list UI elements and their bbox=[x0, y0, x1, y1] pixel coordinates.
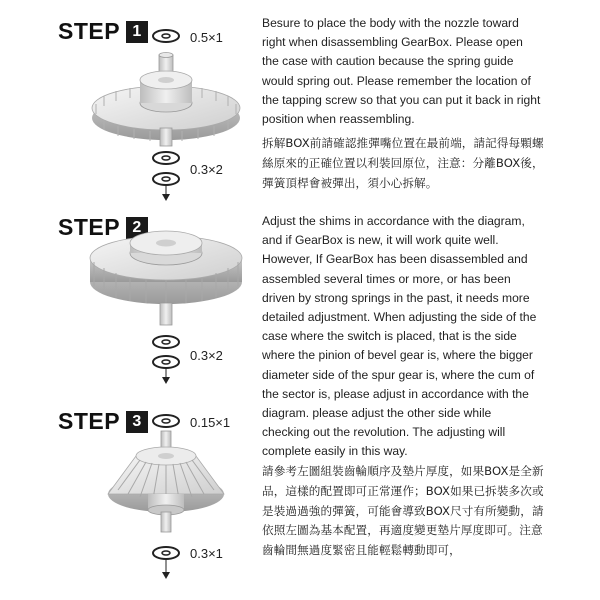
step-2-number-badge: 2 bbox=[126, 217, 148, 239]
bevel-gear-icon bbox=[108, 447, 224, 515]
gear-assembly-illustration bbox=[0, 0, 255, 600]
step-2-shim-label: 0.3×2 bbox=[190, 348, 223, 363]
step-1-instructions-en: Besure to place the body with the nozzle toward right when disassembling GearBox. Please open the case with caution because the spring guide would spring out. Please remember the location of the tapping screw so that you can put it back in right position when reassembling. bbox=[262, 16, 541, 127]
step-2-title: STEP bbox=[58, 214, 121, 240]
step-2-illustration bbox=[90, 231, 242, 384]
step-3-shim-label-bottom: 0.3×1 bbox=[190, 546, 223, 561]
arrow-down-icon bbox=[162, 186, 170, 201]
shim-washer-icon bbox=[153, 173, 179, 185]
spur-gear-icon bbox=[90, 231, 242, 304]
shim-washer-icon bbox=[153, 30, 179, 42]
step-3-title: STEP bbox=[58, 408, 121, 434]
step-3-illustration bbox=[108, 415, 224, 579]
shim-washer-icon bbox=[153, 547, 179, 559]
step-1-shim-label-top: 0.5×1 bbox=[190, 30, 223, 45]
step-1-instructions-zh: 拆解BOX前請確認推彈嘴位置在最前端，請記得每顆螺絲原來的正確位置以利裝回原位，注意：分離BOX後，彈簧頂桿會被彈出，須小心拆解。 bbox=[262, 136, 544, 190]
step-1-shim-label-bottom: 0.3×2 bbox=[190, 162, 223, 177]
step-1-title: STEP bbox=[58, 18, 121, 44]
step-3-number-badge: 3 bbox=[126, 411, 148, 433]
step-1-illustration bbox=[92, 30, 240, 201]
step-2-instructions-zh: 請參考左圖組裝齒輪順序及墊片厚度，如果BOX是全新品，這樣的配置即可正常運作；BOX如果已拆裝多次或是裝過過強的彈簧，可能會導致BOX尺寸有所變動，請依照左圖為基本配置，再適度變更墊片厚度即可。注意齒輪間無過度緊密且能輕鬆轉動即可， bbox=[262, 464, 544, 558]
arrow-down-icon bbox=[162, 560, 170, 579]
step-1-number-badge: 1 bbox=[126, 21, 148, 43]
shim-washer-icon bbox=[153, 152, 179, 164]
step-3-shim-label-top: 0.15×1 bbox=[190, 415, 231, 430]
step-2-instructions-en: Adjust the shims in accordance with the diagram, and if GearBox is new, it will work quite well. However, If GearBox has been disassembled and assembled several times or more, or has been driven by strong springs in the past, it needs more detailed adjustment. When adjusting the side of the case where the switch is placed, that is the side where the pinion of bevel gear is, where the bigger diameter side of the spur gear is, where the cum of the sector is, please adjust in accordance with the diagram. please adjust the other side while checking out the revolution. The adjusting will complete easily in this way. bbox=[262, 214, 537, 459]
arrow-down-icon bbox=[162, 369, 170, 384]
shim-washer-icon bbox=[153, 356, 179, 368]
shim-washer-icon bbox=[153, 415, 179, 427]
shim-washer-icon bbox=[153, 336, 179, 348]
